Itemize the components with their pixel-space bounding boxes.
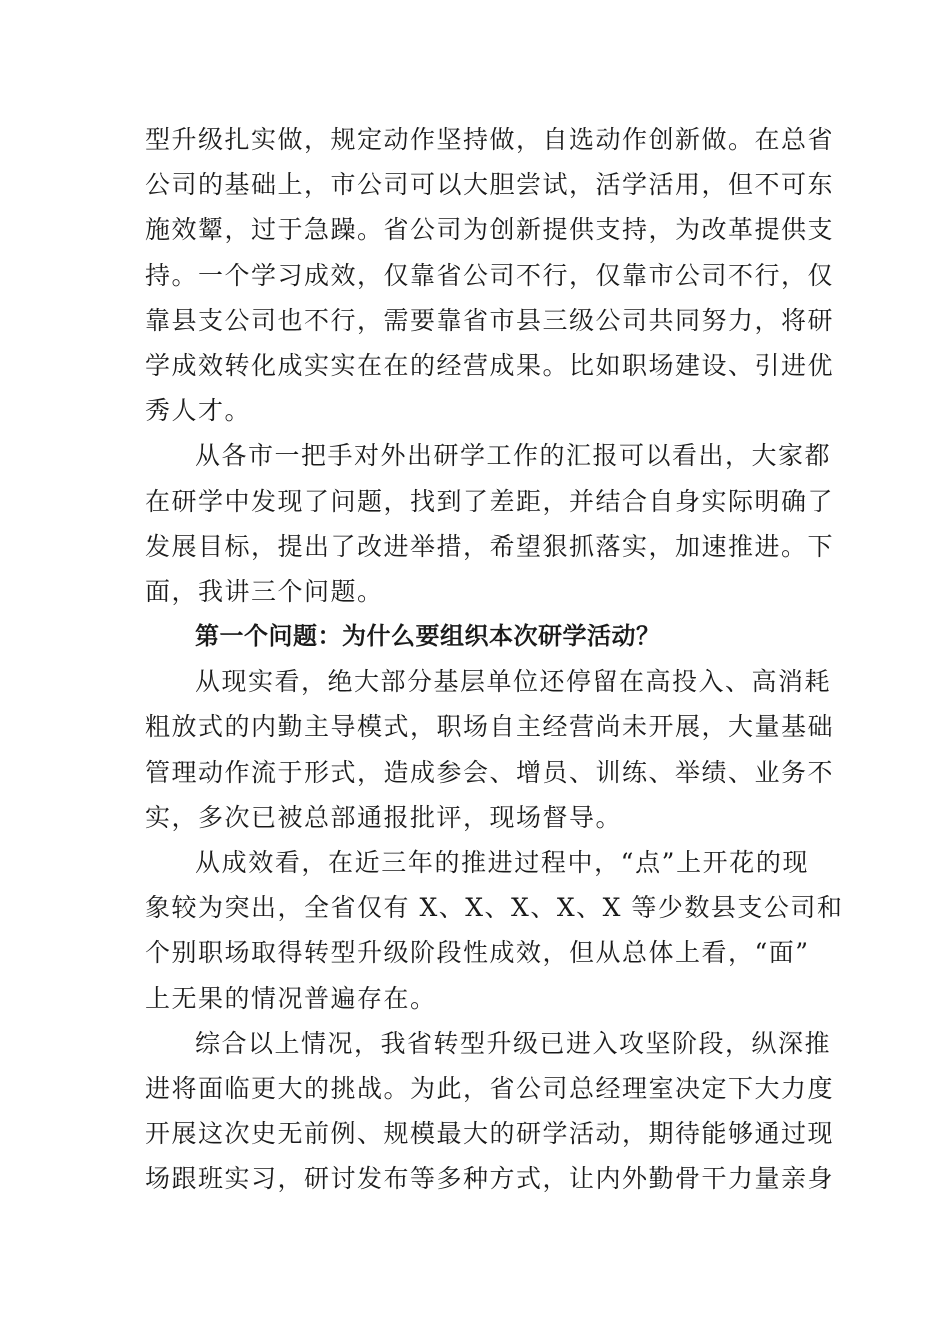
- paragraph-line: 粗放式的内勤主导模式，职场自主经营尚未开展，大量基础: [145, 712, 835, 742]
- paragraph-line: 开展这次史无前例、规模最大的研学活动，期待能够通过现: [145, 1119, 835, 1149]
- paragraph-line: 持。一个学习成效，仅靠省公司不行，仅靠市公司不行，仅: [145, 260, 835, 290]
- body-paragraph: [145, 840, 844, 1021]
- paragraph-line: 从各市一把手对外出研学工作的汇报可以看出，大家都: [195, 441, 832, 471]
- paragraph-line: 象较为突出，全省仅有 X、X、X、X、X 等少数县支公司和: [145, 893, 844, 923]
- paragraph-line: 从现实看，绝大部分基层单位还停留在高投入、高消耗: [195, 667, 832, 697]
- paragraph-line: 学成效转化成实实在在的经营成果。比如职场建设、引进优: [145, 350, 835, 380]
- paragraph-line: 从成效看，在近三年的推进过程中，“点”上开花的现: [195, 848, 809, 877]
- document-body: [145, 117, 844, 1202]
- section-heading: [145, 614, 809, 659]
- paragraph-line: 在研学中发现了问题，找到了差距，并结合自身实际明确了: [145, 486, 835, 516]
- paragraph-line: 靠县支公司也不行，需要靠省市县三级公司共同努力，将研: [145, 305, 835, 335]
- paragraph-line: 面，我讲三个问题。: [145, 576, 384, 606]
- body-paragraph: [145, 659, 835, 840]
- body-paragraph: [145, 1021, 835, 1202]
- paragraph-line: 实，多次已被总部通报批评，现场督导。: [145, 802, 623, 832]
- paragraph-line: 发展目标，提出了改进举措，希望狠抓落实，加速推进。下: [145, 531, 835, 561]
- paragraph-line: 进将面临更大的挑战。为此，省公司总经理室决定下大力度: [145, 1073, 835, 1103]
- paragraph-line: 秀人才。: [145, 396, 252, 426]
- body-paragraph: [145, 433, 835, 614]
- body-paragraph: [145, 117, 835, 433]
- paragraph-line: 个别职场取得转型升级阶段性成效，但从总体上看，“面”: [145, 938, 810, 968]
- paragraph-line: 型升级扎实做，规定动作坚持做，自选动作创新做。在总省: [145, 125, 835, 154]
- paragraph-line: 施效颦，过于急躁。省公司为创新提供支持，为改革提供支: [145, 215, 835, 245]
- paragraph-line: 公司的基础上，市公司可以大胆尝试，活学活用，但不可东: [145, 170, 835, 200]
- paragraph-line: 综合以上情况，我省转型升级已进入攻坚阶段，纵深推: [195, 1028, 832, 1058]
- heading-text: 第一个问题：为什么要组织本次研学活动？: [195, 622, 661, 651]
- paragraph-line: 上无果的情况普遍存在。: [145, 983, 437, 1013]
- paragraph-line: 管理动作流于形式，造成参会、增员、训练、举绩、业务不: [145, 757, 835, 787]
- paragraph-line: 场跟班实习，研讨发布等多种方式，让内外勤骨干力量亲身: [145, 1164, 835, 1194]
